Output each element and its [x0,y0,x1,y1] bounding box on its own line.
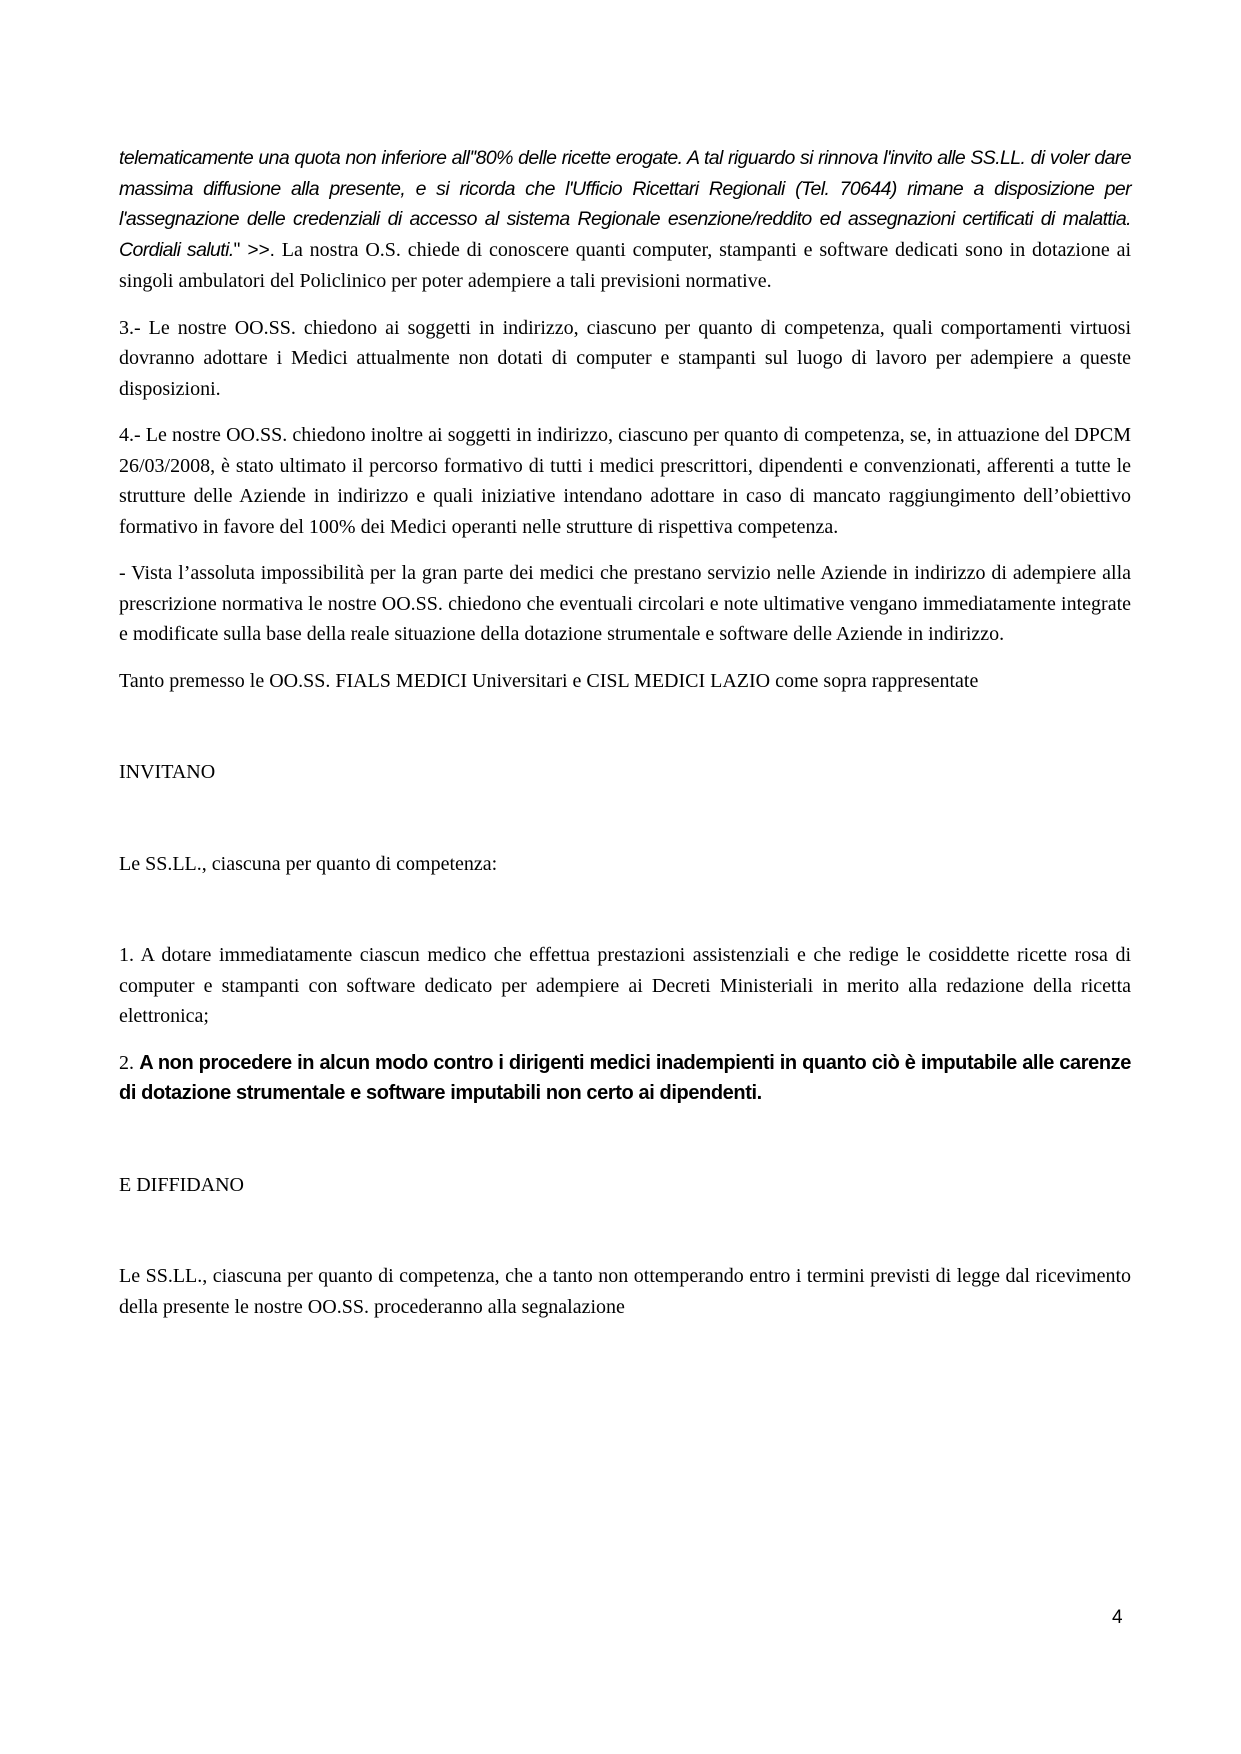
point-3-paragraph: 3.- Le nostre OO.SS. chiedono ai soggetti in indirizzo, ciascuno per quanto di competenza, quali comportamenti virtuosi dovranno adottare i Medici attualmente non dotati di computer e stampanti sul luogo di lavoro per adempiere a queste disposizioni. [119,316,1131,400]
dash-paragraph: - Vista l’assoluta impossibilità per la gran parte dei medici che prestano servizio nelle Aziende in indirizzo di adempiere alla prescrizione normativa le nostre OO.SS. chiedono che eventuali circolari e note ultimative vengano immediatamente integrate e modificate sulla base della reale situazione della dotazione strumentale e software delle Aziende in indirizzo. [119,562,1131,645]
document-page [119,143,1131,1322]
warn-paragraph: Le SS.LL., ciascuna per quanto di competenza, che a tanto non ottemperando entro i termini previsti di legge dal ricevimento della presente le nostre OO.SS. procederanno alla segnalazione [119,1265,1131,1318]
page-number: 4 [1112,1607,1123,1628]
invite-item-2-bold-text: A non procedere in alcun modo contro i dirigenti medici inadempienti in quanto ciò è imputabile alle carenze di dotazione strumentale e software imputabili non certo ai dipendenti. [119,1051,1131,1104]
request-text: La nostra O.S. chiede di conoscere quanti computer, stampanti e software dedicati sono in dotazione ai singoli ambulatori del Policlinico per poter adempiere a tali previsioni normative. [119,238,1131,292]
invite-item-1: 1. A dotare immediatamente ciascun medico che effettua prestazioni assistenziali e che redige le cosiddette ricette rosa di computer e stampanti con software dedicato per adempiere ai Decreti Ministeriali in merito alla redazione della ricetta elettronica; [119,944,1131,1027]
point-4-paragraph: 4.- Le nostre OO.SS. chiedono inoltre ai soggetti in indirizzo, ciascuno per quanto di competenza, se, in attuazione del DPCM 26/03/2008, è stato ultimato il percorso formativo di tutti i medici prescrittori, dipendenti e convenzionati, afferenti a tutte le strutture delle Aziende in indirizzo e quali iniziative intendano adottare in caso di mancato raggiungimento dell’obiettivo formativo in favore del 100% dei Medici operanti nelle strutture di rispettiva competenza. [119,424,1131,538]
quoted-circular-text: telematicamente una quota non inferiore all''80% delle ricette erogate. A tal riguardo si rinnova l'invito alle SS.LL. di voler dare massima diffusione alla presente, e si ricorda che l'Ufficio Ricettari Regionali (Tel. 70644) rimane a disposizione per l'assegnazione delle credenziali di accesso al sistema Regionale esenzione/reddito ed assegnazioni certificati di malattia. Cordiali saluti. [119,147,1131,261]
invite-addressee: Le SS.LL., ciascuna per quanto di competenza: [119,852,498,875]
premise-paragraph: Tanto premesso le OO.SS. FIALS MEDICI Universitari e CISL MEDICI LAZIO come sopra rappresentate [119,669,979,692]
invite-item-2 [119,1048,1131,1109]
quote-close-mark: " >>. [233,239,275,261]
warn-heading: E DIFFIDANO [119,1173,244,1196]
invite-item-2-number: 2. [119,1051,140,1074]
invite-heading: INVITANO [119,761,216,783]
intro-paragraph [119,143,1131,297]
